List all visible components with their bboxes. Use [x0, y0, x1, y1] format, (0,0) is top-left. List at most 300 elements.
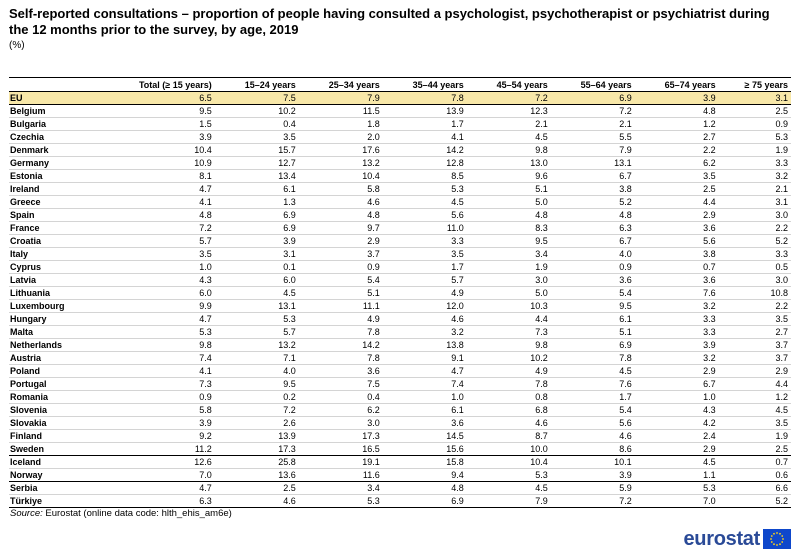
table-cell: 1.2: [635, 118, 719, 131]
table-cell: 3.6: [299, 365, 383, 378]
table-row: [9, 131, 791, 144]
row-label: Czechia: [9, 131, 97, 144]
row-label: Netherlands: [9, 339, 97, 352]
table-cell: 7.3: [97, 378, 215, 391]
table-cell: 7.0: [97, 469, 215, 482]
table-cell: 6.3: [97, 495, 215, 508]
table-cell: 3.6: [635, 274, 719, 287]
row-label: Slovakia: [9, 417, 97, 430]
table-cell: 6.2: [635, 157, 719, 170]
table-cell: 7.2: [467, 92, 551, 105]
table-cell: 3.9: [97, 131, 215, 144]
row-label: Luxembourg: [9, 300, 97, 313]
table-cell: 0.5: [719, 261, 791, 274]
table-cell: 5.3: [215, 313, 299, 326]
table-cell: 0.9: [97, 391, 215, 404]
table-row: [9, 391, 791, 404]
table-cell: 9.8: [467, 144, 551, 157]
table-cell: 3.3: [635, 313, 719, 326]
table-cell: 4.3: [97, 274, 215, 287]
table-cell: 6.2: [299, 404, 383, 417]
table-row: [9, 183, 791, 196]
table-cell: 3.0: [299, 417, 383, 430]
table-cell: 4.8: [467, 209, 551, 222]
table-cell: 4.8: [299, 209, 383, 222]
table-cell: 12.3: [467, 105, 551, 118]
logo-text: eurostat: [683, 527, 760, 550]
table-cell: 5.4: [299, 274, 383, 287]
table-cell: 4.0: [215, 365, 299, 378]
table-cell: 2.1: [719, 183, 791, 196]
table-cell: 3.9: [551, 469, 635, 482]
table-cell: 5.5: [551, 131, 635, 144]
table-cell: 4.1: [383, 131, 467, 144]
table-cell: 1.7: [551, 391, 635, 404]
table-cell: 11.5: [299, 105, 383, 118]
table-cell: 9.2: [97, 430, 215, 443]
table-cell: 5.7: [215, 326, 299, 339]
table-cell: 6.7: [551, 170, 635, 183]
table-cell: 9.1: [383, 352, 467, 365]
table-cell: 0.1: [215, 261, 299, 274]
row-label: Türkiye: [9, 495, 97, 508]
table-cell: 7.3: [467, 326, 551, 339]
table-cell: 4.0: [551, 248, 635, 261]
table-cell: 0.8: [467, 391, 551, 404]
table-row: [9, 209, 791, 222]
table-cell: 7.8: [383, 92, 467, 105]
table-row: [9, 365, 791, 378]
table-cell: 4.5: [551, 365, 635, 378]
table-cell: 0.2: [215, 391, 299, 404]
table-cell: 13.2: [299, 157, 383, 170]
table-cell: 4.3: [635, 404, 719, 417]
column-header: 15–24 years: [215, 78, 299, 92]
table-cell: 6.9: [383, 495, 467, 508]
flag-star: [771, 541, 773, 543]
table-cell: 4.7: [97, 313, 215, 326]
table-cell: 14.2: [383, 144, 467, 157]
table-cell: 3.4: [467, 248, 551, 261]
table-cell: 4.5: [635, 456, 719, 469]
table-cell: 1.7: [383, 118, 467, 131]
table-row: [9, 196, 791, 209]
table-cell: 1.0: [97, 261, 215, 274]
eurostat-logo[interactable]: [683, 528, 791, 550]
table-cell: 4.5: [215, 287, 299, 300]
table-cell: 7.2: [551, 495, 635, 508]
table-cell: 2.5: [719, 443, 791, 456]
table-cell: 10.2: [215, 105, 299, 118]
table-cell: 3.7: [299, 248, 383, 261]
source-label: Source:: [10, 508, 43, 519]
row-label: Slovenia: [9, 404, 97, 417]
table-cell: 6.1: [383, 404, 467, 417]
row-label: Lithuania: [9, 287, 97, 300]
table-cell: 9.8: [97, 339, 215, 352]
table-cell: 10.0: [467, 443, 551, 456]
row-label: Germany: [9, 157, 97, 170]
table-cell: 4.6: [383, 313, 467, 326]
table-cell: 5.3: [97, 326, 215, 339]
table-cell: 2.2: [635, 144, 719, 157]
table-cell: 5.4: [551, 404, 635, 417]
table-cell: 9.4: [383, 469, 467, 482]
table-cell: 15.8: [383, 456, 467, 469]
table-cell: 4.9: [467, 365, 551, 378]
table-cell: 9.9: [97, 300, 215, 313]
row-label: Belgium: [9, 105, 97, 118]
table-cell: 10.4: [299, 170, 383, 183]
table-cell: 3.4: [299, 482, 383, 495]
column-header: Total (≥ 15 years): [97, 78, 215, 92]
row-label: Iceland: [9, 456, 97, 469]
table-cell: 3.3: [719, 157, 791, 170]
table-cell: 14.5: [383, 430, 467, 443]
table-row: [9, 157, 791, 170]
flag-star: [773, 543, 775, 545]
table-cell: 0.7: [719, 456, 791, 469]
row-label: Poland: [9, 365, 97, 378]
table-cell: 0.9: [719, 118, 791, 131]
table-body: [9, 92, 791, 508]
table-cell: 6.0: [97, 287, 215, 300]
table-cell: 3.5: [215, 131, 299, 144]
table-row: [9, 118, 791, 131]
table-cell: 3.2: [719, 170, 791, 183]
table-cell: 4.4: [719, 378, 791, 391]
table-cell: 4.5: [467, 131, 551, 144]
table-cell: 12.6: [97, 456, 215, 469]
table-cell: 11.0: [383, 222, 467, 235]
row-label: France: [9, 222, 97, 235]
source-text: Eurostat (online data code: hlth_ehis_am6e): [45, 508, 232, 519]
table-cell: 7.5: [299, 378, 383, 391]
table-cell: 10.2: [467, 352, 551, 365]
eu-flag-icon: [763, 529, 791, 549]
table-row: [9, 326, 791, 339]
table-cell: 9.5: [215, 378, 299, 391]
table-cell: 7.8: [299, 352, 383, 365]
table-cell: 4.4: [467, 313, 551, 326]
table-cell: 10.4: [97, 144, 215, 157]
row-label: Romania: [9, 391, 97, 404]
table-cell: 2.9: [635, 209, 719, 222]
table-cell: 6.9: [551, 339, 635, 352]
table-cell: 4.5: [383, 196, 467, 209]
table-cell: 4.4: [635, 196, 719, 209]
table-cell: 3.7: [719, 352, 791, 365]
table-row: [9, 274, 791, 287]
table-cell: 0.4: [215, 118, 299, 131]
table-cell: 3.5: [97, 248, 215, 261]
table-cell: 5.0: [467, 196, 551, 209]
table-row: [9, 352, 791, 365]
flag-star: [776, 532, 778, 534]
flag-star: [781, 535, 783, 537]
row-label: Croatia: [9, 235, 97, 248]
table-cell: 8.3: [467, 222, 551, 235]
table-cell: 3.7: [719, 339, 791, 352]
row-label: Ireland: [9, 183, 97, 196]
table-cell: 3.1: [719, 196, 791, 209]
table-cell: 2.4: [635, 430, 719, 443]
table-cell: 2.7: [635, 131, 719, 144]
table-cell: 1.8: [299, 118, 383, 131]
table-row: [9, 378, 791, 391]
row-label: Greece: [9, 196, 97, 209]
table-cell: 8.1: [97, 170, 215, 183]
table-cell: 9.7: [299, 222, 383, 235]
table-row: [9, 482, 791, 495]
table-cell: 3.5: [719, 313, 791, 326]
table-cell: 2.9: [635, 443, 719, 456]
table-row: [9, 105, 791, 118]
unit-label: (%): [9, 40, 25, 51]
table-cell: 4.2: [635, 417, 719, 430]
table-cell: 2.2: [719, 222, 791, 235]
table-cell: 4.9: [299, 313, 383, 326]
table-row: [9, 443, 791, 456]
table-row: [9, 417, 791, 430]
flag-star: [779, 543, 781, 545]
table-cell: 5.0: [467, 287, 551, 300]
table-cell: 4.6: [215, 495, 299, 508]
column-header: 45–54 years: [467, 78, 551, 92]
flag-star: [770, 538, 772, 540]
column-header: 65–74 years: [635, 78, 719, 92]
table-cell: 17.3: [215, 443, 299, 456]
row-label: Finland: [9, 430, 97, 443]
table-cell: 1.9: [719, 430, 791, 443]
table-cell: 3.5: [635, 170, 719, 183]
table-cell: 7.8: [299, 326, 383, 339]
table-cell: 6.3: [551, 222, 635, 235]
table-cell: 4.6: [467, 417, 551, 430]
table-cell: 4.6: [551, 430, 635, 443]
column-header: 35–44 years: [383, 78, 467, 92]
table-cell: 13.9: [383, 105, 467, 118]
table-cell: 0.9: [299, 261, 383, 274]
table-cell: 5.3: [467, 469, 551, 482]
table-cell: 5.6: [551, 417, 635, 430]
table-row: [9, 456, 791, 469]
table-cell: 2.5: [215, 482, 299, 495]
table-cell: 0.9: [551, 261, 635, 274]
flag-star: [773, 533, 775, 535]
table-cell: 3.3: [719, 248, 791, 261]
row-label: Spain: [9, 209, 97, 222]
table-row: [9, 313, 791, 326]
table-cell: 10.3: [467, 300, 551, 313]
table-row: [9, 404, 791, 417]
table-cell: 5.4: [551, 287, 635, 300]
table-cell: 13.8: [383, 339, 467, 352]
table-row: [9, 339, 791, 352]
table-cell: 6.0: [215, 274, 299, 287]
table-cell: 5.8: [97, 404, 215, 417]
table-cell: 4.8: [383, 482, 467, 495]
row-label: Austria: [9, 352, 97, 365]
table-cell: 5.6: [635, 235, 719, 248]
table-cell: 1.0: [635, 391, 719, 404]
row-label: Sweden: [9, 443, 97, 456]
table-cell: 4.1: [97, 196, 215, 209]
table-cell: 5.1: [467, 183, 551, 196]
table-row: [9, 222, 791, 235]
table-cell: 2.2: [719, 300, 791, 313]
chart-title: Self-reported consultations – proportion of people having consulted a psychologist, psychotherapist or psychiatrist during the 12 months prior to the survey, by age, 2019: [9, 6, 770, 37]
table-cell: 19.1: [299, 456, 383, 469]
row-label: Portugal: [9, 378, 97, 391]
table-cell: 3.9: [635, 92, 719, 105]
table-cell: 3.9: [215, 235, 299, 248]
table-cell: 3.2: [635, 352, 719, 365]
table-cell: 4.6: [299, 196, 383, 209]
table-cell: 5.9: [551, 482, 635, 495]
table-cell: 7.6: [551, 378, 635, 391]
row-label: Latvia: [9, 274, 97, 287]
table-cell: 8.7: [467, 430, 551, 443]
table-cell: 9.6: [467, 170, 551, 183]
table-cell: 6.7: [635, 378, 719, 391]
table-cell: 5.1: [299, 287, 383, 300]
column-header: 25–34 years: [299, 78, 383, 92]
table-cell: 2.1: [551, 118, 635, 131]
table-cell: 4.8: [551, 209, 635, 222]
table-row: [9, 235, 791, 248]
table-cell: 9.5: [551, 300, 635, 313]
table-cell: 4.5: [719, 404, 791, 417]
table-cell: 13.1: [215, 300, 299, 313]
table-cell: 2.5: [635, 183, 719, 196]
source-note: [10, 508, 232, 519]
row-label: Hungary: [9, 313, 97, 326]
table-cell: 6.1: [215, 183, 299, 196]
table-cell: 4.1: [97, 365, 215, 378]
table-cell: 12.7: [215, 157, 299, 170]
table-cell: 0.6: [719, 469, 791, 482]
table-cell: 10.1: [551, 456, 635, 469]
table-cell: 4.9: [383, 287, 467, 300]
table-cell: 12.8: [383, 157, 467, 170]
table-cell: 7.8: [551, 352, 635, 365]
table-cell: 5.6: [383, 209, 467, 222]
table-cell: 2.6: [215, 417, 299, 430]
row-label: Bulgaria: [9, 118, 97, 131]
table-cell: 7.2: [97, 222, 215, 235]
table-row: [9, 495, 791, 508]
table-cell: 11.2: [97, 443, 215, 456]
table-cell: 1.9: [467, 261, 551, 274]
table-cell: 0.4: [299, 391, 383, 404]
header-row: [9, 78, 791, 92]
table-cell: 6.9: [215, 209, 299, 222]
table-cell: 4.8: [635, 105, 719, 118]
table-cell: 3.8: [551, 183, 635, 196]
table-cell: 4.5: [467, 482, 551, 495]
table-cell: 3.9: [97, 417, 215, 430]
table-cell: 4.8: [97, 209, 215, 222]
table-cell: 13.4: [215, 170, 299, 183]
table-cell: 3.2: [635, 300, 719, 313]
table-cell: 7.6: [635, 287, 719, 300]
table-cell: 7.5: [215, 92, 299, 105]
header-country: [9, 78, 97, 92]
table-cell: 2.9: [635, 365, 719, 378]
column-header: ≥ 75 years: [719, 78, 791, 92]
table-cell: 3.0: [719, 274, 791, 287]
table-cell: 17.6: [299, 144, 383, 157]
table-cell: 2.7: [719, 326, 791, 339]
flag-star: [771, 535, 773, 537]
row-label: Estonia: [9, 170, 97, 183]
table-cell: 5.1: [551, 326, 635, 339]
row-label: Malta: [9, 326, 97, 339]
table-cell: 3.8: [635, 248, 719, 261]
table-cell: 17.3: [299, 430, 383, 443]
row-label: Norway: [9, 469, 97, 482]
table-cell: 10.8: [719, 287, 791, 300]
table-cell: 7.9: [467, 495, 551, 508]
table-cell: 1.9: [719, 144, 791, 157]
table-cell: 7.9: [299, 92, 383, 105]
table-row: [9, 300, 791, 313]
table-row: [9, 92, 791, 105]
table-cell: 9.5: [467, 235, 551, 248]
table-cell: 8.5: [383, 170, 467, 183]
table-cell: 10.4: [467, 456, 551, 469]
table-cell: 6.1: [551, 313, 635, 326]
row-label: EU: [9, 92, 97, 105]
table-cell: 25.8: [215, 456, 299, 469]
table-cell: 5.3: [383, 183, 467, 196]
table-cell: 3.9: [635, 339, 719, 352]
table-cell: 8.6: [551, 443, 635, 456]
table-cell: 5.3: [299, 495, 383, 508]
table-cell: 3.6: [635, 222, 719, 235]
table-cell: 1.2: [719, 391, 791, 404]
table-cell: 13.9: [215, 430, 299, 443]
table-cell: 5.8: [299, 183, 383, 196]
table-cell: 13.2: [215, 339, 299, 352]
row-label: Serbia: [9, 482, 97, 495]
table-cell: 2.1: [467, 118, 551, 131]
row-label: Cyprus: [9, 261, 97, 274]
flag-star: [776, 544, 778, 546]
table-cell: 2.9: [299, 235, 383, 248]
table-cell: 3.6: [551, 274, 635, 287]
table-cell: 3.6: [383, 417, 467, 430]
table-cell: 13.6: [215, 469, 299, 482]
table-cell: 3.2: [383, 326, 467, 339]
table-cell: 15.7: [215, 144, 299, 157]
table-cell: 13.0: [467, 157, 551, 170]
table-row: [9, 261, 791, 274]
table-cell: 1.5: [97, 118, 215, 131]
row-label: Italy: [9, 248, 97, 261]
table-cell: 6.8: [467, 404, 551, 417]
table-cell: 3.0: [467, 274, 551, 287]
table-cell: 1.7: [383, 261, 467, 274]
table-cell: 9.5: [97, 105, 215, 118]
table-cell: 7.8: [467, 378, 551, 391]
table-cell: 15.6: [383, 443, 467, 456]
table-row: [9, 469, 791, 482]
table-row: [9, 170, 791, 183]
table-cell: 7.0: [635, 495, 719, 508]
table-cell: 7.4: [383, 378, 467, 391]
